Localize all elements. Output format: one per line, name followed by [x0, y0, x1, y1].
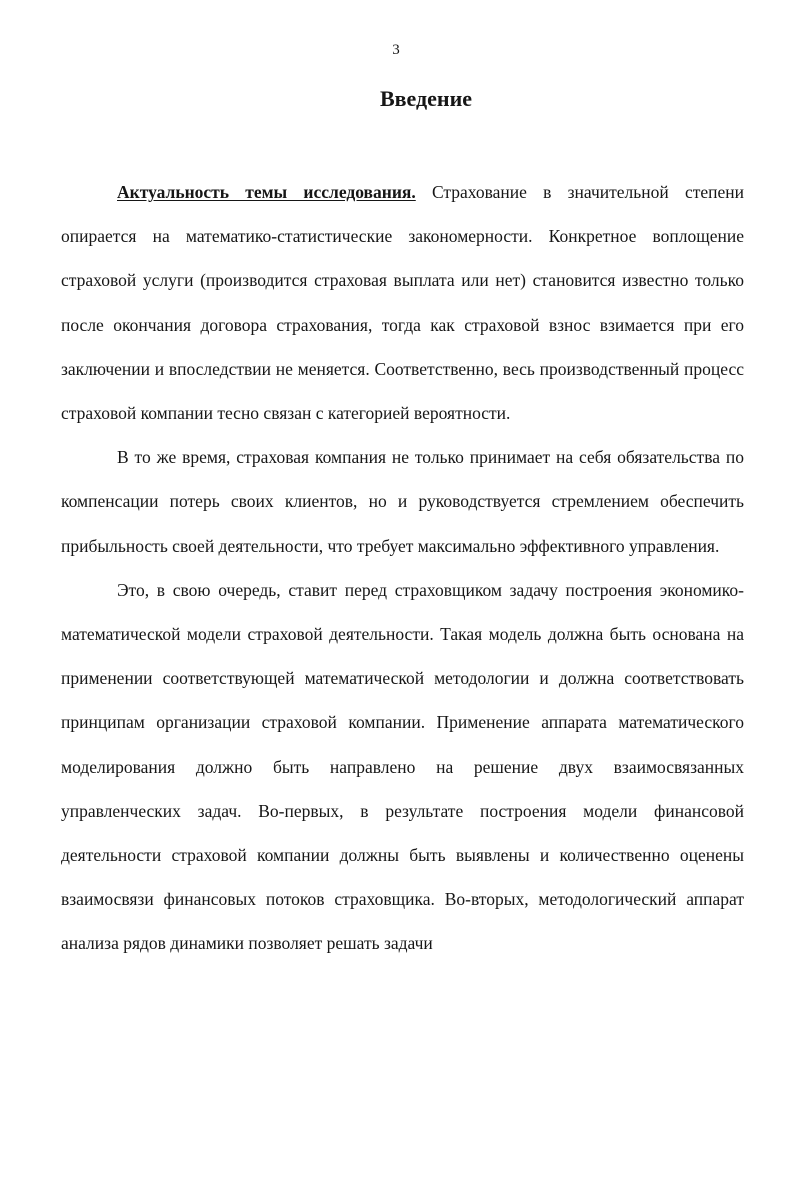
- paragraph-lead-in: Актуальность темы исследования.: [117, 182, 416, 202]
- document-body: [61, 170, 744, 966]
- paragraph-relevance: [61, 170, 744, 435]
- page-number: 3: [392, 42, 400, 58]
- paragraph-modeling: Это, в свою очередь, ставит перед страховщиком задачу построения экономико-математической модели страховой деятельности. Такая модель должна быть основана на применении соответствующей математической методологии и должна соответствовать принципам организации страховой компании. Применение аппарата математического моделирования должно быть направлено на решение двух взаимосвязанных управленческих задач. Во-первых, в результате построения модели финансовой деятельности страховой компании должны быть выявлены и количественно оценены взаимосвязи финансовых потоков страховщика. Во-вторых, методологический аппарат анализа рядов динамики позволяет решать задачи: [61, 579, 744, 954]
- page-title: Введение: [379, 86, 473, 111]
- paragraph-text: Страхование в значительной степени опирается на математико-статистические закономерности. Конкретное воплощение страховой услуги (производится страховая выплата или нет) становится известно только после окончания договора страхования, тогда как страховой взнос взимается при его заключении и впоследствии не меняется. Соответственно, весь производственный процесс страховой компании тесно связан с категорией вероятности.: [61, 182, 744, 424]
- paragraph-obligations: В то же время, страховая компания не только принимает на себя обязательства по компенсации потерь своих клиентов, но и руководствуется стремлением обеспечить прибыльность своей деятельности, что требует максимально эффективного управления.: [61, 447, 744, 556]
